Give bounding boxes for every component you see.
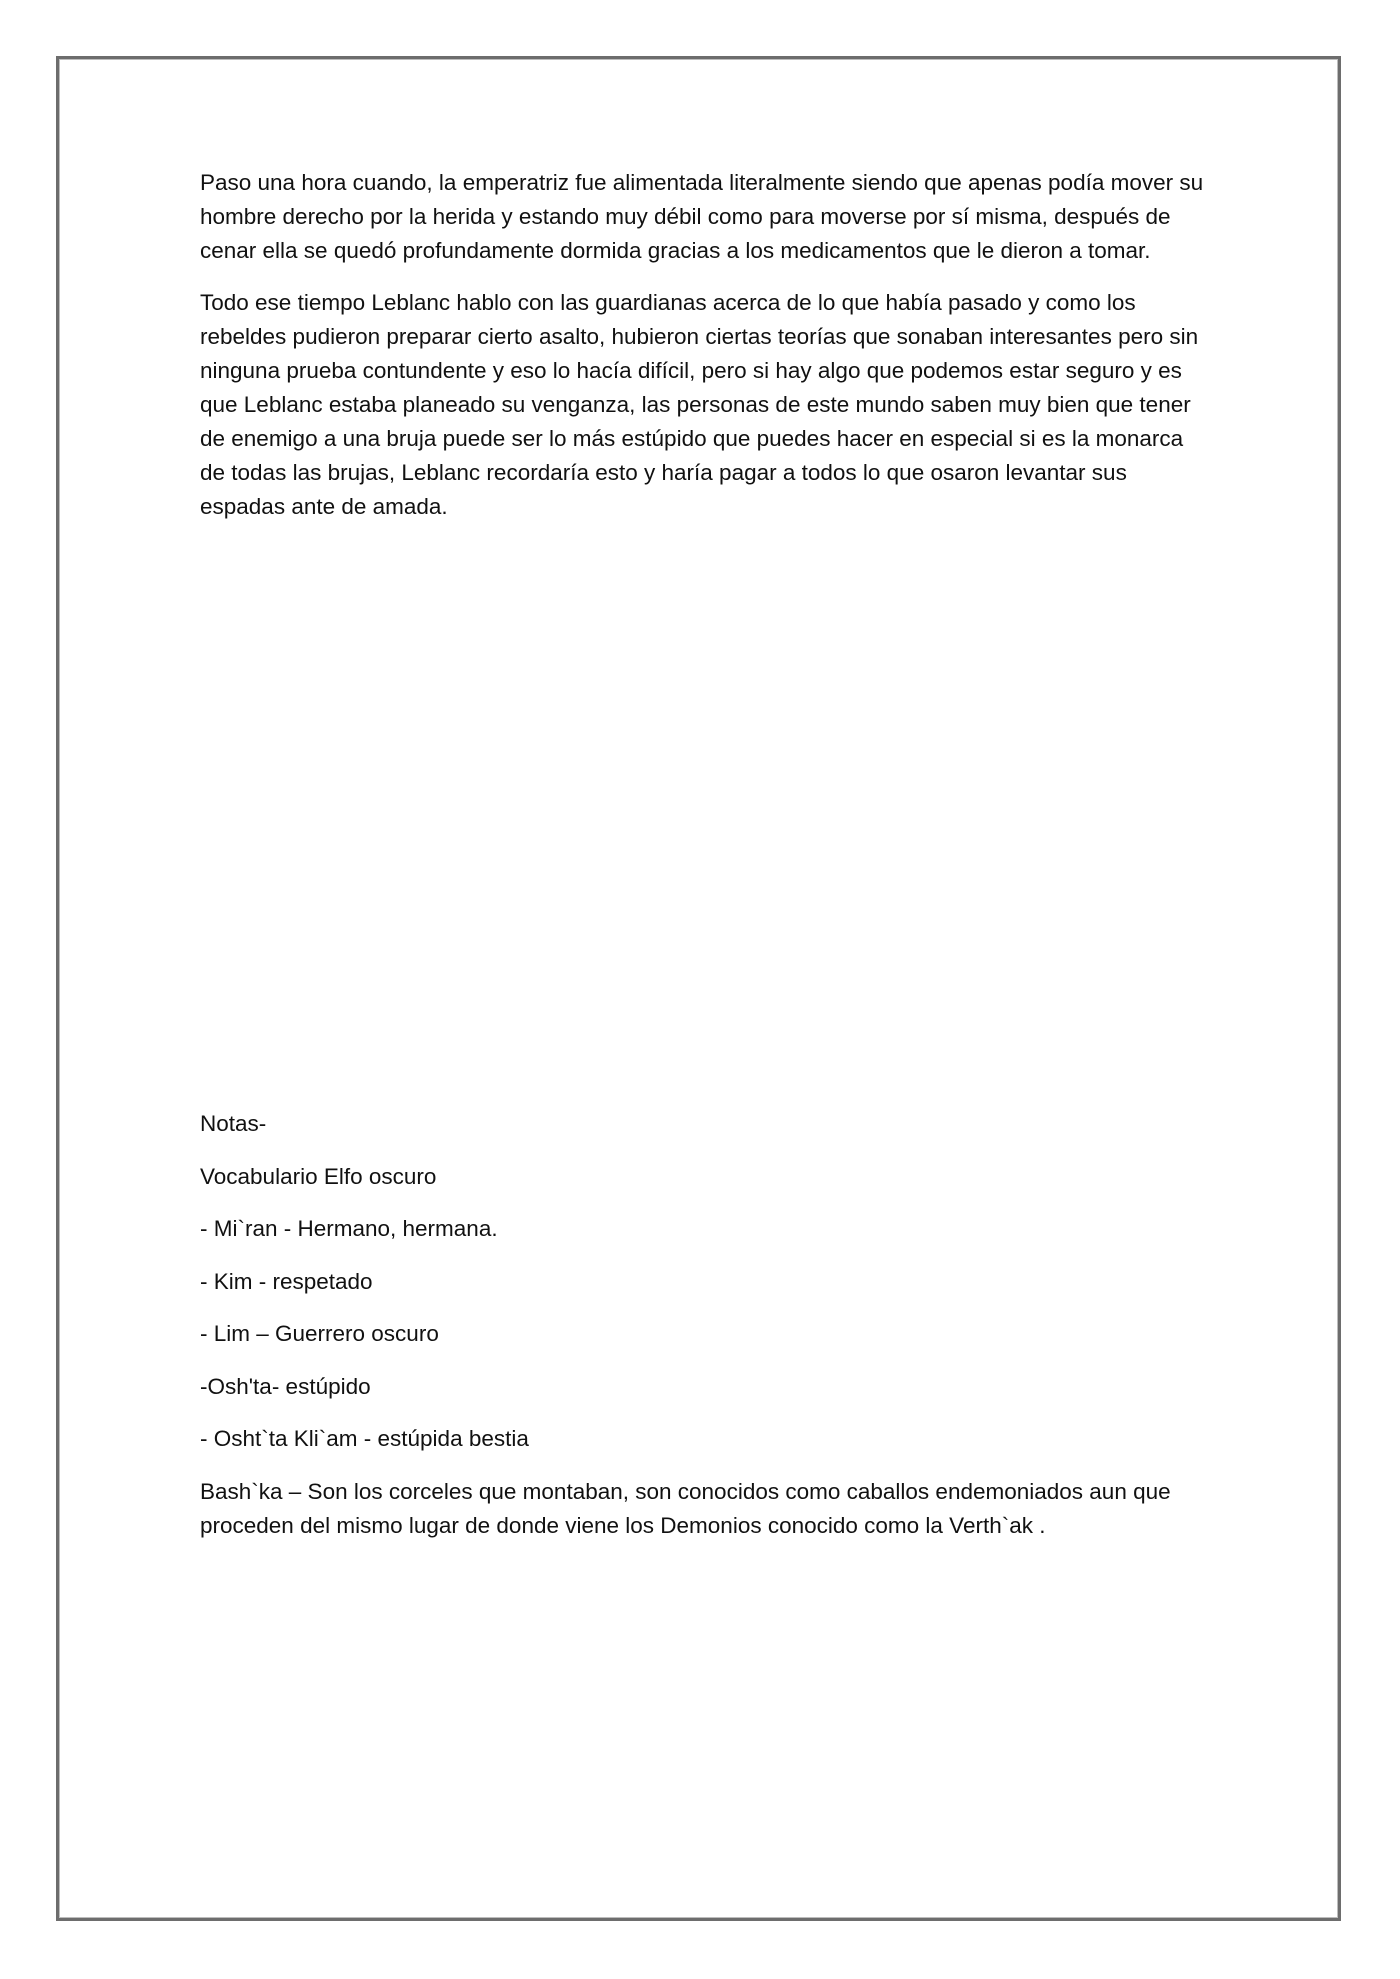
- vocab-item-lim: - Lim – Guerrero oscuro: [200, 1321, 439, 1346]
- bashka-note: Bash`ka – Son los corceles que montaban, son conocidos como caballos endemoniados aun que proceden del mismo lugar de donde viene los Demonios conocido como la Verth`ak .: [200, 1478, 1171, 1538]
- vocab-item-kim: - Kim - respetado: [200, 1268, 373, 1294]
- notes-section: [200, 1107, 1210, 1543]
- vocab-item-miran: - Mi`ran - Hermano, hermana.: [200, 1216, 498, 1241]
- vocabulary-title: Vocabulario Elfo oscuro: [200, 1163, 437, 1189]
- paragraph-1: Paso una hora cuando, la emperatriz fue alimentada literalmente siendo que apenas podía mover su hombre derecho por la herida y estando muy débil como para moverse por sí misma, después de cenar ella se quedó profundamente dormida gracias a los medicamentos que le dieron a tomar.: [200, 170, 1204, 263]
- paragraph-2: Todo ese tiempo Leblanc hablo con las guardianas acerca de lo que había pasado y como los rebeldes pudieron preparar cierto asalto, hubieron ciertas teorías que sonaban interesantes pero sin ninguna prueba contundente y eso lo hacía difícil, pero si hay algo que podemos estar seguro y es que Leblanc estaba planeado su venganza, las personas de este mundo saben muy bien que tener de enemigo a una bruja puede ser lo más estúpido que puedes hacer en especial si es la monarca de todas las brujas, Leblanc recordaría esto y haría pagar a todos lo que osaron levantar sus espadas ante de amada.: [200, 290, 1199, 519]
- notes-heading: Notas-: [200, 1111, 267, 1136]
- vocab-item-osht-ta-kliam: - Osht`ta Kli`am - estúpida bestia: [200, 1426, 529, 1451]
- story-text: [200, 166, 1210, 524]
- vocab-item-oshta: -Osh'ta- estúpido: [200, 1373, 371, 1399]
